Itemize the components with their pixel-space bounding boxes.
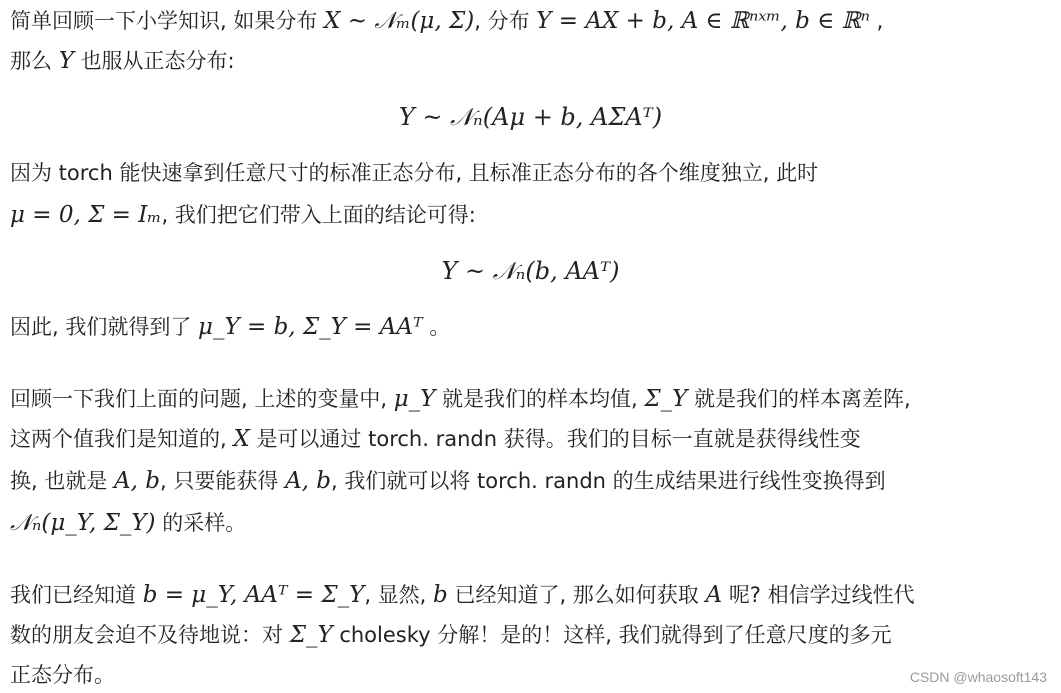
math-inline: Σ_Y — [644, 386, 688, 412]
text: , 我们把它们带入上面的结论可得: — [161, 203, 476, 227]
paragraph-2-line-4 — [10, 508, 246, 538]
text: , 我们就可以将 torch. randn 的生成结果进行线性变换得到 — [331, 469, 886, 493]
text: 我们已经知道 — [10, 583, 136, 607]
math-inline: A, b — [285, 468, 332, 494]
text: 正态分布。 — [10, 663, 115, 687]
paragraph-2-line-3 — [10, 466, 886, 496]
math-inline: μ = 0, Σ = Iₘ — [10, 202, 162, 228]
paragraph-2-line-1 — [10, 384, 911, 414]
text: 因为 torch 能快速拿到任意尺寸的标准正态分布, 且标准正态分布的各个维度独立, 此时 — [10, 161, 819, 185]
paragraph-3-line-2 — [10, 620, 892, 650]
math-inline: Y = AX + b, A ∈ ℝⁿˣᵐ, b ∈ ℝⁿ — [536, 8, 870, 34]
text: 呢? 相信学过线性代 — [728, 583, 915, 607]
text: 就是我们的样本离差阵, — [694, 387, 911, 411]
text: 简单回顾一下小学知识, 如果分布 — [10, 9, 318, 33]
text: , 分布 — [474, 9, 530, 33]
display-equation-1 — [0, 100, 1061, 135]
text: 。 — [422, 315, 451, 339]
paragraph-1-line-4 — [10, 200, 476, 230]
text: 这两个值我们是知道的, — [10, 427, 227, 451]
math-display: Y ~ 𝒩ₙ(Aμ + b, AΣAᵀ) — [398, 103, 663, 131]
math-inline: Y — [58, 48, 74, 74]
paragraph-1-line-2 — [10, 46, 235, 76]
text: 那么 — [10, 49, 52, 73]
text: 的采样。 — [162, 511, 247, 535]
paragraph-1-line-3 — [10, 158, 818, 188]
math-inline: 𝒩ₙ(μ_Y, Σ_Y) — [10, 510, 156, 536]
paragraph-3-line-1 — [10, 580, 915, 610]
math-inline: A, b — [114, 468, 161, 494]
text: , 只要能获得 — [160, 469, 279, 493]
math-inline: Σ_Y — [289, 622, 333, 648]
text: 就是我们的样本均值, — [442, 387, 638, 411]
math-inline: A — [705, 582, 723, 608]
text: 也服从正态分布: — [80, 49, 235, 73]
text: 数的朋友会迫不及待地说：对 — [10, 623, 283, 647]
paragraph-1-line-1 — [10, 6, 883, 36]
paragraph-1-line-5 — [10, 312, 450, 342]
math-inline: X ~ 𝒩ₘ(μ, Σ) — [324, 8, 475, 34]
display-equation-2 — [0, 254, 1061, 289]
math-display: Y ~ 𝒩ₙ(b, AAᵀ) — [441, 257, 620, 285]
text: , 显然, — [364, 583, 427, 607]
math-inline: b = μ_Y, AAᵀ = Σ_Y — [142, 582, 365, 608]
math-inline: X — [233, 426, 250, 452]
math-inline: μ_Y — [393, 386, 436, 412]
text: 回顾一下我们上面的问题, 上述的变量中, — [10, 387, 388, 411]
math-inline: b — [433, 582, 448, 608]
text: , — [869, 9, 884, 33]
text: 因此, 我们就得到了 — [10, 315, 192, 339]
text: 换, 也就是 — [10, 469, 108, 493]
math-inline: μ_Y = b, Σ_Y = AAᵀ — [198, 314, 423, 340]
watermark: CSDN @whaosoft143 — [909, 669, 1047, 685]
paragraph-2-line-2 — [10, 424, 861, 454]
text: 是可以通过 torch. randn 获得。我们的目标一直就是获得线性变 — [256, 427, 861, 451]
text: 已经知道了, 那么如何获取 — [454, 583, 699, 607]
text: cholesky 分解！是的！这样, 我们就得到了任意尺度的多元 — [339, 623, 892, 647]
paragraph-3-line-3 — [10, 660, 115, 690]
